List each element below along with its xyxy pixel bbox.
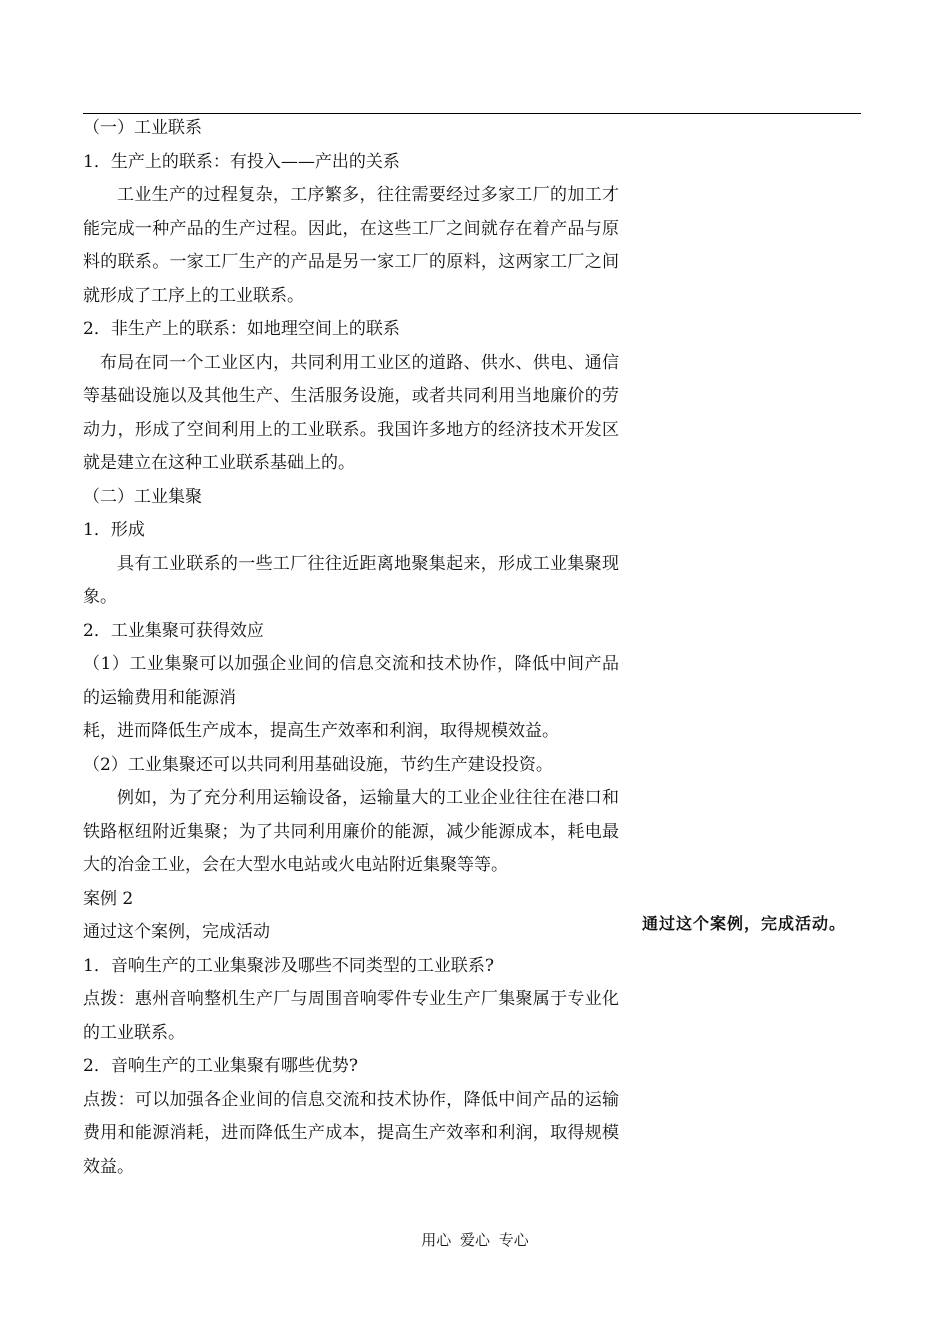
case-title: 案例 2 [83, 888, 134, 909]
section-heading-industrial-agglomeration: （二）工业集聚 [83, 486, 202, 507]
case-question-2: 2．音响生产的工业集聚有哪些优势? [83, 1056, 358, 1076]
paragraph-example: 例如，为了充分利用运输设备，运输量大的工业企业往往在港口和铁路枢纽附近集聚；为了共同利用廉价的能源，减少能源成本，耗电最大的冶金工业，会在大型水电站或火电站附近集聚等等。 [83, 788, 619, 875]
margin-note: 通过这个案例，完成活动。 [642, 914, 847, 933]
effect-point-1-line-1: （1）工业集聚可以加强企业间的信息交流和技术协作，降低中间产品的运输费用和能源消 [83, 654, 619, 708]
item-title-formation: 1．形成 [83, 520, 145, 540]
case-answer-1: 点拨：惠州音响整机生产厂与周围音响零件专业生产厂集聚属于专业化的工业联系。 [83, 989, 619, 1043]
paragraph-spatial-linkage: 布局在同一个工业区内，共同利用工业区的道路、供水、供电、通信等基础设施以及其他生产、生活服务设施，或者共同利用当地廉价的劳动力，形成了空间利用上的工业联系。我国许多地方的经济技术开发区就是建立在这种工业联系基础上的。 [83, 352, 619, 473]
case-question-1: 1．音响生产的工业集聚涉及哪些不同类型的工业联系? [83, 955, 494, 976]
main-content [83, 112, 619, 1184]
item-title-non-production-linkage: 2．非生产上的联系：如地理空间上的联系 [83, 319, 400, 339]
paragraph-production-linkage: 工业生产的过程复杂，工序繁多，往往需要经过多家工厂的加工才能完成一种产品的生产过程。因此，在这些工厂之间就存在着产品与原料的联系。一家工厂生产的产品是另一家工厂的原料，这两家工厂之间就形成了工序上的工业联系。 [83, 185, 619, 306]
page-footer: 用心 爱心 专心 [421, 1231, 529, 1249]
item-title-effects: 2．工业集聚可获得效应 [83, 620, 264, 641]
effect-point-1-line-2: 耗，进而降低生产成本，提高生产效率和利润，取得规模效益。 [83, 721, 559, 741]
case-answer-2: 点拨：可以加强各企业间的信息交流和技术协作，降低中间产品的运输费用和能源消耗，进而降低生产成本，提高生产效率和利润，取得规模效益。 [83, 1089, 619, 1177]
paragraph-formation: 具有工业联系的一些工厂往往近距离地聚集起来，形成工业集聚现象。 [83, 553, 619, 607]
case-instruction: 通过这个案例，完成活动 [83, 922, 270, 942]
item-title-production-linkage: 1．生产上的联系：有投入——产出的关系 [83, 151, 400, 172]
effect-point-2: （2）工业集聚还可以共同利用基础设施，节约生产建设投资。 [83, 754, 553, 775]
section-heading-industrial-linkage: （一）工业联系 [83, 118, 202, 138]
